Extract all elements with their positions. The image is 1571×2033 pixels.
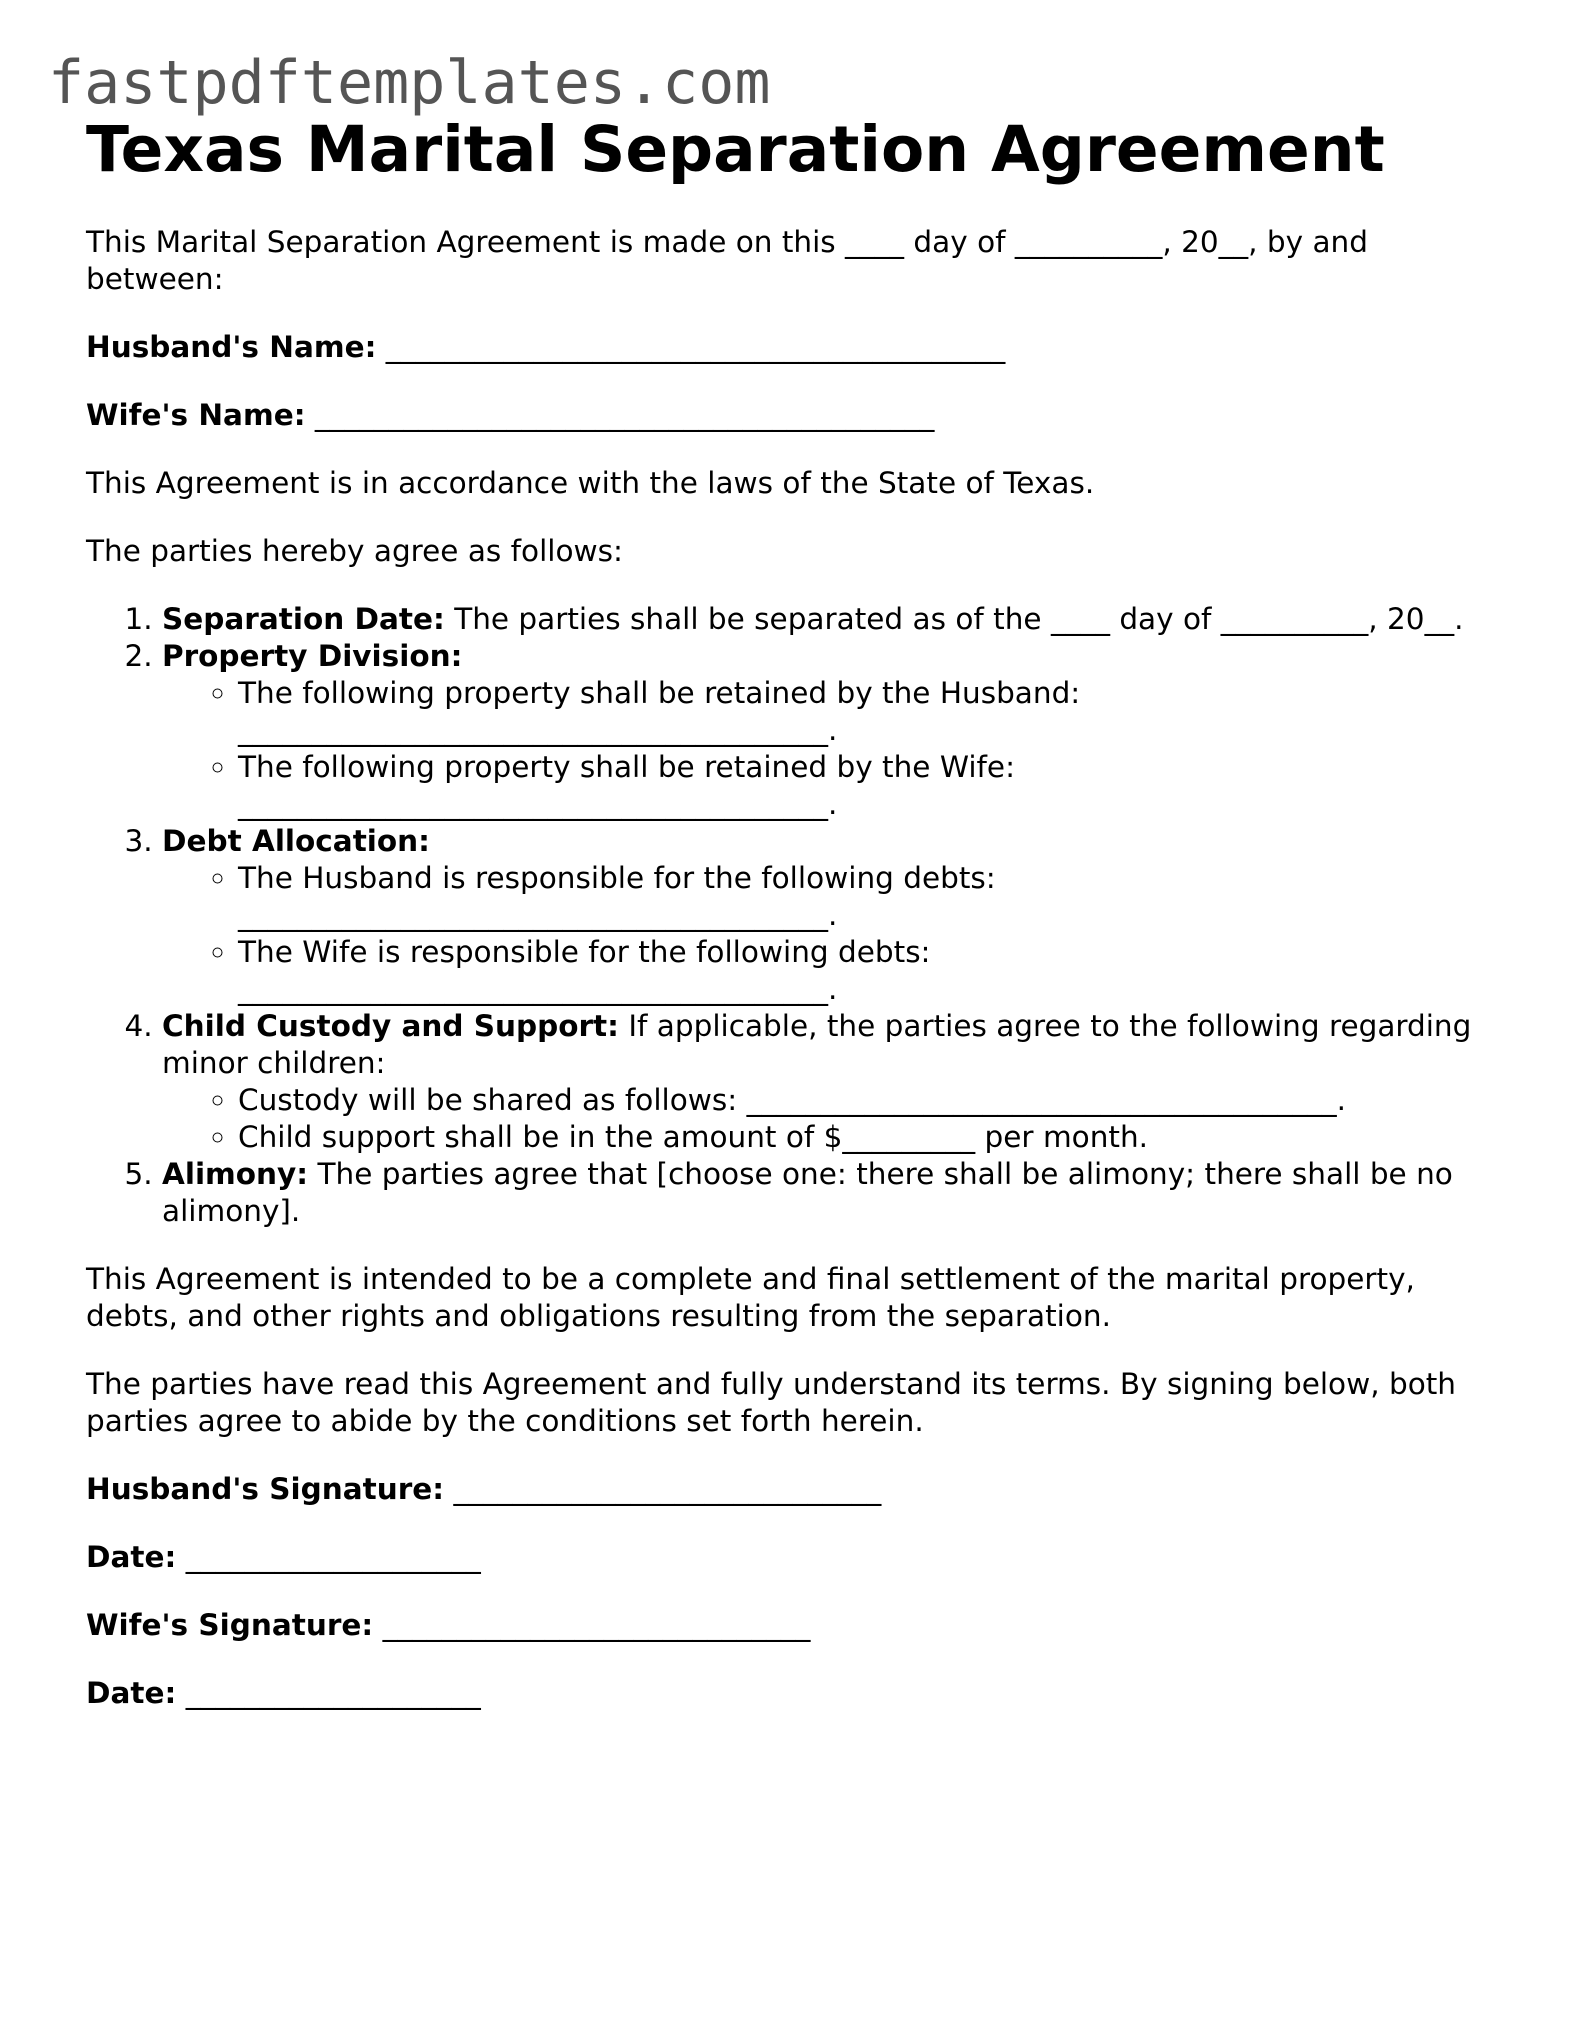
child-support-item: ◦ Child support shall be in the amount of $_________ per month. [238, 1119, 1486, 1156]
property-wife-item: ◦ The following property shall be retained by the Wife: ________________________________________. [238, 749, 1486, 823]
debt-wife-item: ◦ The Wife is responsible for the following debts: ________________________________________. [238, 934, 1486, 1008]
agree-intro-paragraph: The parties hereby agree as follows: [86, 534, 623, 568]
husband-signature-label: Husband's Signature: [86, 1472, 445, 1506]
wife-signature-blank[interactable]: _____________________________ [382, 1608, 811, 1642]
term-alimony [162, 1156, 1486, 1230]
debt-allocation-sublist [162, 860, 1486, 1008]
wife-name-label: Wife's Name: [86, 398, 306, 432]
husband-name-blank[interactable]: __________________________________________ [385, 330, 1006, 364]
husband-name-line [86, 329, 1486, 366]
term-child-custody [162, 1008, 1486, 1156]
document-page [86, 112, 1486, 1743]
property-division-sublist [162, 675, 1486, 823]
child-custody-text: If applicable, the parties agree to the following regarding minor children: [162, 1009, 1472, 1080]
accordance-paragraph: This Agreement is in accordance with the laws of the State of Texas. [86, 466, 1095, 500]
document-title: Texas Marital Separation Agreement [86, 113, 1385, 186]
debt-husband-item: ◦ The Husband is responsible for the following debts: ________________________________________. [238, 860, 1486, 934]
term-debt-allocation [162, 823, 1486, 1008]
husband-date-blank[interactable]: ____________________ [185, 1540, 481, 1574]
child-custody-sublist [162, 1082, 1486, 1156]
property-division-label: Property Division: [162, 639, 463, 673]
husband-date-label: Date: [86, 1540, 177, 1574]
watermark: fastpdftemplates.com [48, 48, 771, 118]
husband-date-line [86, 1539, 1486, 1576]
wife-date-blank[interactable]: ____________________ [185, 1676, 481, 1710]
wife-name-blank[interactable]: __________________________________________ [314, 398, 935, 432]
separation-date-label: Separation Date: [162, 602, 445, 636]
husband-name-label: Husband's Name: [86, 330, 377, 364]
wife-signature-line [86, 1607, 1486, 1644]
wife-date-line [86, 1675, 1486, 1712]
property-husband-item: ◦ The following property shall be retained by the Husband: ________________________________________. [238, 675, 1486, 749]
wife-signature-label: Wife's Signature: [86, 1608, 374, 1642]
term-separation-date [162, 601, 1486, 638]
term-property-division [162, 638, 1486, 823]
wife-name-line [86, 397, 1486, 434]
terms-list [86, 601, 1486, 1230]
husband-signature-blank[interactable]: _____________________________ [453, 1472, 882, 1506]
intro-paragraph: This Marital Separation Agreement is made on this ____ day of __________, 20__, by and between: [86, 225, 1368, 296]
alimony-text: The parties agree that [choose one: there shall be alimony; there shall be no alimony]. [162, 1157, 1453, 1228]
complete-settlement-paragraph: This Agreement is intended to be a complete and final settlement of the marital property, debts, and other rights and obligations resulting from the separation. [86, 1262, 1415, 1333]
read-agreement-paragraph: The parties have read this Agreement and fully understand its terms. By signing below, both parties agree to abide by the conditions set forth herein. [86, 1367, 1457, 1438]
separation-date-text: The parties shall be separated as of the ____ day of __________, 20__. [454, 602, 1464, 636]
wife-date-label: Date: [86, 1676, 177, 1710]
custody-shared-item: ◦ Custody will be shared as follows: ________________________________________. [238, 1082, 1486, 1119]
debt-allocation-label: Debt Allocation: [162, 824, 430, 858]
child-custody-label: Child Custody and Support: [162, 1009, 619, 1043]
husband-signature-line [86, 1471, 1486, 1508]
alimony-label: Alimony: [162, 1157, 309, 1191]
